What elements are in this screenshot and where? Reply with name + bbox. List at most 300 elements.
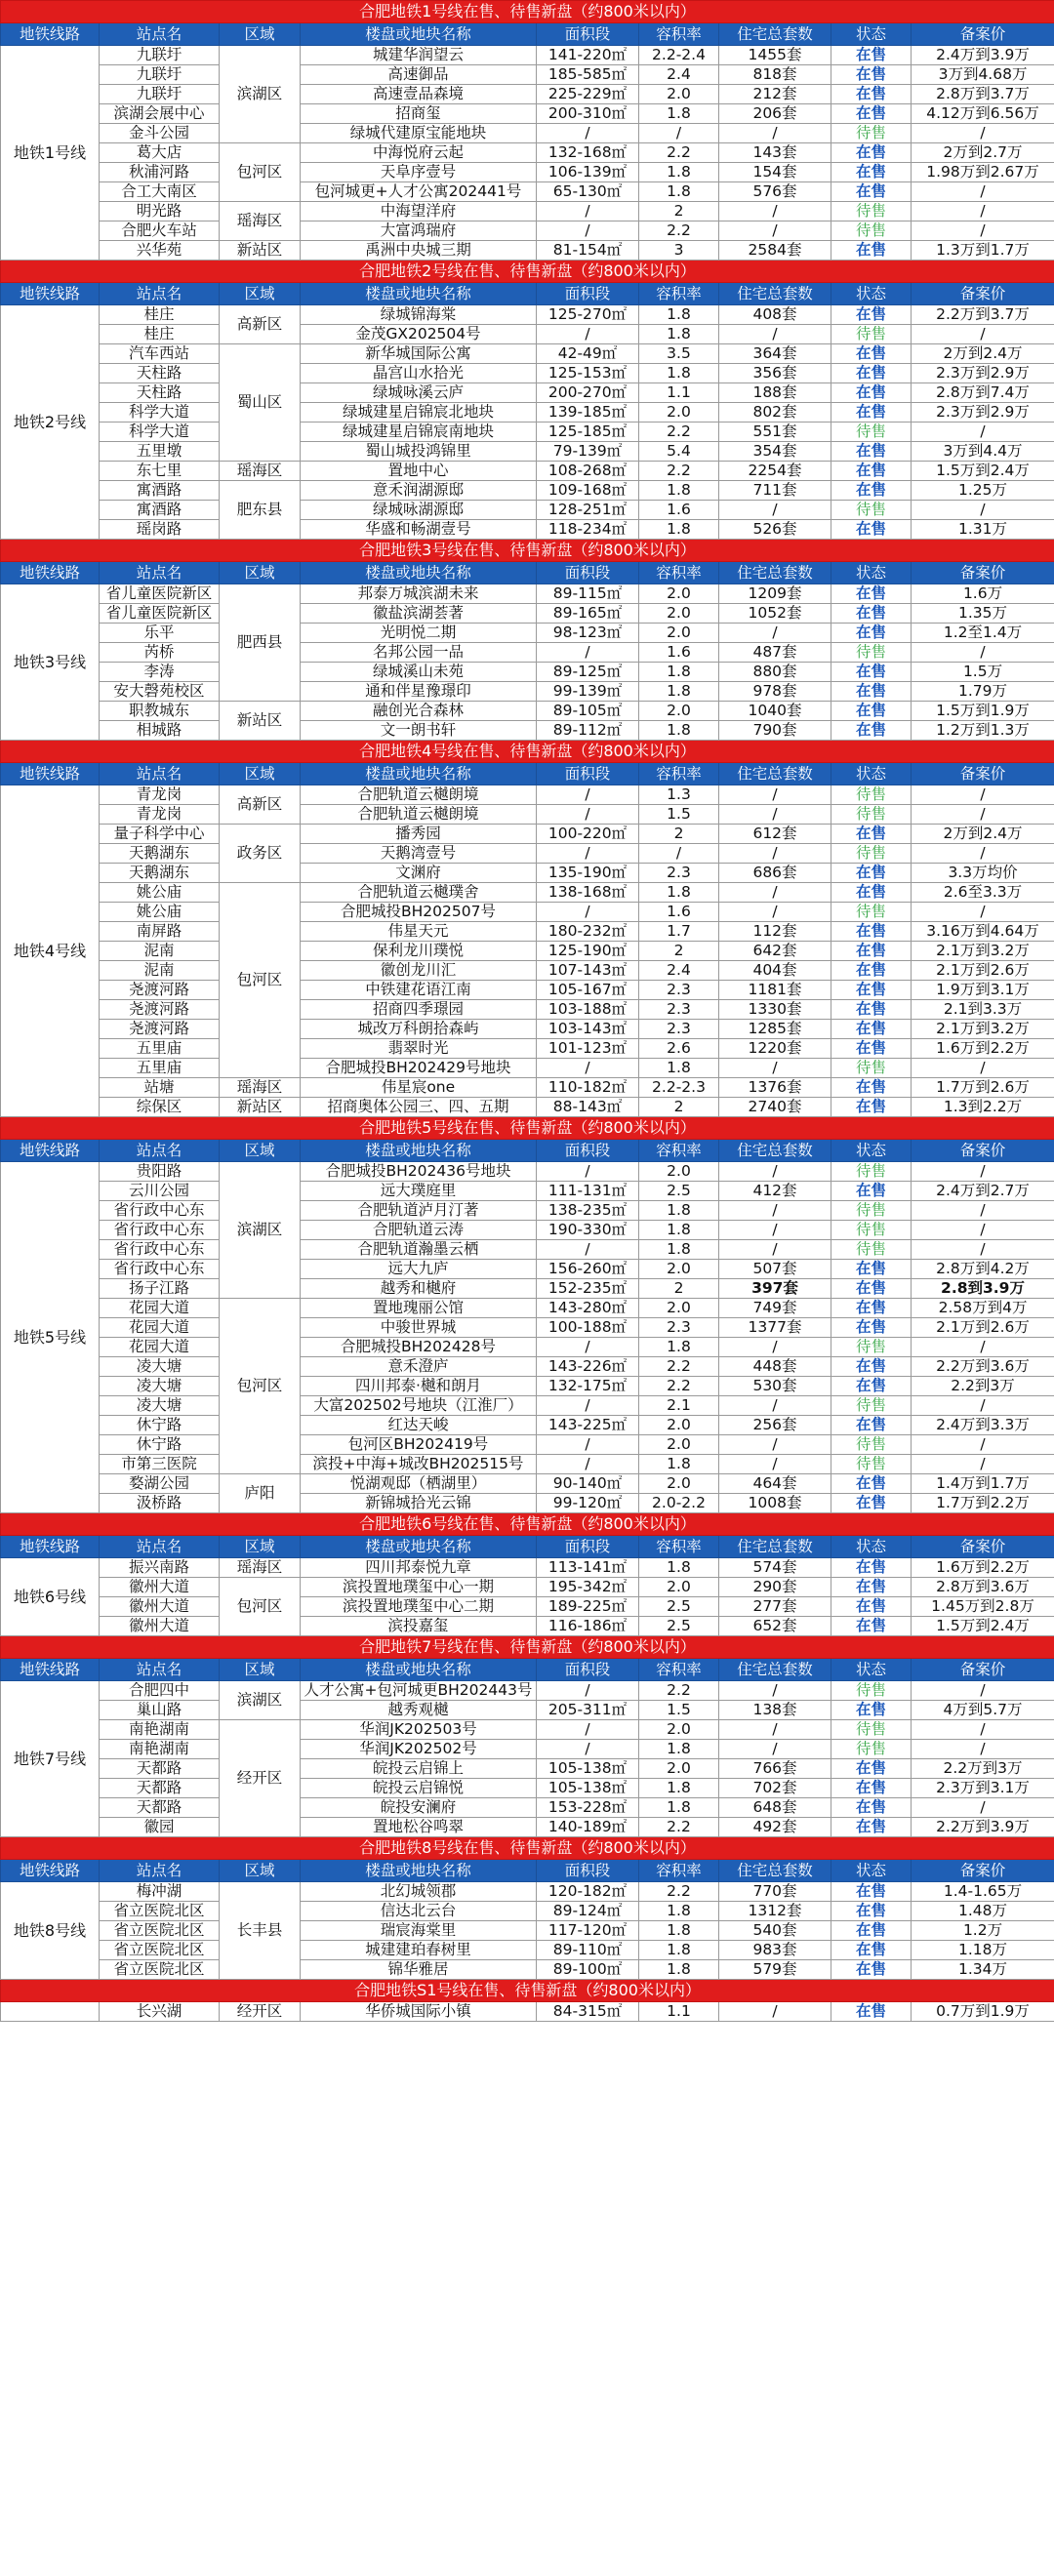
metro-line-cell: 地铁6号线 — [1, 1558, 100, 1636]
area-cell: 128-251㎡ — [537, 501, 639, 520]
price-cell: 1.2万到1.3万 — [912, 721, 1054, 741]
area-cell: / — [537, 202, 639, 221]
far-cell: 2.0 — [639, 584, 719, 604]
status-cell: 在售 — [831, 1260, 912, 1279]
header-district: 区域 — [220, 763, 301, 785]
units-cell: / — [719, 844, 831, 864]
header-price: 备案价 — [912, 1536, 1054, 1558]
station-cell: 秋浦河路 — [100, 163, 220, 182]
table-row — [1, 1318, 1054, 1338]
header-line: 地铁线路 — [1, 763, 100, 785]
header-status: 状态 — [831, 1536, 912, 1558]
units-cell: 579套 — [719, 1960, 831, 1980]
units-cell: 364套 — [719, 344, 831, 364]
status-cell: 在售 — [831, 1798, 912, 1818]
price-cell: 1.18万 — [912, 1941, 1054, 1960]
district-cell: 瑶海区 — [220, 1558, 301, 1578]
table-row — [1, 124, 1054, 143]
station-cell: 职教城东 — [100, 702, 220, 721]
station-cell: 金斗公园 — [100, 124, 220, 143]
header-far: 容积率 — [639, 763, 719, 785]
header-units: 住宅总套数 — [719, 763, 831, 785]
status-cell: 待售 — [831, 1720, 912, 1740]
header-units: 住宅总套数 — [719, 1860, 831, 1882]
project-cell: 意禾澄庐 — [301, 1357, 537, 1377]
area-cell: 89-125㎡ — [537, 663, 639, 682]
project-cell: 播秀园 — [301, 825, 537, 844]
project-cell: 远大九庐 — [301, 1260, 537, 1279]
table-row — [1, 1221, 1054, 1240]
district-cell: 高新区 — [220, 305, 301, 344]
station-cell: 滨湖会展中心 — [100, 104, 220, 124]
area-cell: 88-143㎡ — [537, 1098, 639, 1117]
price-cell: / — [912, 1240, 1054, 1260]
district-cell: 庐阳 — [220, 1474, 301, 1513]
table-row — [1, 825, 1054, 844]
far-cell: 1.6 — [639, 501, 719, 520]
price-cell: 1.31万 — [912, 520, 1054, 540]
header-row — [1, 1659, 1054, 1681]
area-cell: 185-585㎡ — [537, 65, 639, 85]
units-cell: 642套 — [719, 942, 831, 961]
far-cell: 2.5 — [639, 1182, 719, 1201]
area-cell: 200-270㎡ — [537, 383, 639, 403]
units-cell: / — [719, 221, 831, 241]
table-row — [1, 1435, 1054, 1455]
status-cell: 在售 — [831, 85, 912, 104]
price-cell: 1.3万到1.7万 — [912, 241, 1054, 261]
header-units: 住宅总套数 — [719, 1536, 831, 1558]
area-cell: 132-175㎡ — [537, 1377, 639, 1396]
district-cell: 新站区 — [220, 241, 301, 261]
project-cell: 招商奥体公园三、四、五期 — [301, 1098, 537, 1117]
status-cell: 待售 — [831, 423, 912, 442]
station-cell: 凌大塘 — [100, 1357, 220, 1377]
district-cell: 瑶海区 — [220, 462, 301, 481]
table-row — [1, 520, 1054, 540]
status-cell: 在售 — [831, 1039, 912, 1059]
district-cell: 瑶海区 — [220, 1078, 301, 1098]
header-line: 地铁线路 — [1, 1140, 100, 1162]
header-area: 面积段 — [537, 1140, 639, 1162]
price-cell: 2.2万到3.6万 — [912, 1357, 1054, 1377]
table-row — [1, 1779, 1054, 1798]
table-row — [1, 1474, 1054, 1494]
header-line: 地铁线路 — [1, 1659, 100, 1681]
far-cell: 1.8 — [639, 1558, 719, 1578]
units-cell: 702套 — [719, 1779, 831, 1798]
station-cell: 芮桥 — [100, 643, 220, 663]
price-cell: 1.5万到2.4万 — [912, 1617, 1054, 1636]
units-cell: 686套 — [719, 864, 831, 883]
status-cell: 在售 — [831, 1182, 912, 1201]
far-cell: 2.2 — [639, 423, 719, 442]
units-cell: 1312套 — [719, 1902, 831, 1921]
station-cell: 省儿童医院新区 — [100, 584, 220, 604]
price-cell: 2.1到3.3万 — [912, 1000, 1054, 1020]
district-cell: 瑶海区 — [220, 202, 301, 241]
price-cell: 2.4万到2.7万 — [912, 1182, 1054, 1201]
table-row — [1, 423, 1054, 442]
area-cell: 81-154㎡ — [537, 241, 639, 261]
status-cell: 在售 — [831, 1357, 912, 1377]
table-row — [1, 364, 1054, 383]
station-cell: 姚公庙 — [100, 883, 220, 903]
project-cell: 名邦公园一品 — [301, 643, 537, 663]
area-cell: 109-168㎡ — [537, 481, 639, 501]
units-cell: 448套 — [719, 1357, 831, 1377]
header-district: 区域 — [220, 1860, 301, 1882]
project-cell: 绿城建星启锦宸北地块 — [301, 403, 537, 423]
status-cell: 在售 — [831, 1318, 912, 1338]
price-cell: 2.8万到7.4万 — [912, 383, 1054, 403]
status-cell: 在售 — [831, 584, 912, 604]
area-cell: 125-185㎡ — [537, 423, 639, 442]
far-cell: 2 — [639, 202, 719, 221]
table-row — [1, 2002, 1054, 2022]
price-cell: 2.8万到3.7万 — [912, 85, 1054, 104]
table-row — [1, 462, 1054, 481]
project-cell: 绿城代建原宝能地块 — [301, 124, 537, 143]
table-row — [1, 403, 1054, 423]
table-row — [1, 383, 1054, 403]
far-cell: 2.0 — [639, 1474, 719, 1494]
project-cell: 悦湖观邸（栖湖里） — [301, 1474, 537, 1494]
station-cell: 合肥四中 — [100, 1681, 220, 1701]
project-cell: 翡翠时光 — [301, 1039, 537, 1059]
station-cell: 凌大塘 — [100, 1377, 220, 1396]
project-cell: 城改万科朗拾森屿 — [301, 1020, 537, 1039]
price-cell: 3.16万到4.64万 — [912, 922, 1054, 942]
area-cell: / — [537, 805, 639, 825]
units-cell: / — [719, 785, 831, 805]
units-cell: 551套 — [719, 423, 831, 442]
price-cell: 2.2万到3.7万 — [912, 305, 1054, 325]
district-cell: 包河区 — [220, 883, 301, 1078]
price-cell: 0.7万到1.9万 — [912, 2002, 1054, 2022]
station-cell: 姚公庙 — [100, 903, 220, 922]
far-cell: 2.0 — [639, 1299, 719, 1318]
station-cell: 站塘 — [100, 1078, 220, 1098]
price-cell: 2.8万到3.6万 — [912, 1578, 1054, 1597]
price-cell: / — [912, 1059, 1054, 1078]
area-cell: 139-185㎡ — [537, 403, 639, 423]
far-cell: 2.2 — [639, 462, 719, 481]
area-cell: 189-225㎡ — [537, 1597, 639, 1617]
units-cell: 766套 — [719, 1759, 831, 1779]
area-cell: 89-105㎡ — [537, 702, 639, 721]
station-cell: 桂庄 — [100, 305, 220, 325]
project-cell: 金茂GX202504号 — [301, 325, 537, 344]
table-row — [1, 981, 1054, 1000]
status-cell: 待售 — [831, 1059, 912, 1078]
table-row — [1, 325, 1054, 344]
status-cell: 在售 — [831, 1558, 912, 1578]
area-cell: / — [537, 124, 639, 143]
price-cell: 1.34万 — [912, 1960, 1054, 1980]
project-cell: 天鹅湾壹号 — [301, 844, 537, 864]
area-cell: 135-190㎡ — [537, 864, 639, 883]
status-cell: 在售 — [831, 305, 912, 325]
header-units: 住宅总套数 — [719, 283, 831, 305]
area-cell: / — [537, 1681, 639, 1701]
area-cell: 89-115㎡ — [537, 584, 639, 604]
table-row — [1, 1059, 1054, 1078]
price-cell: / — [912, 1681, 1054, 1701]
table-row — [1, 1818, 1054, 1837]
header-project: 楼盘或地块名称 — [301, 23, 537, 46]
project-cell: 中海悦府云起 — [301, 143, 537, 163]
area-cell: 103-143㎡ — [537, 1020, 639, 1039]
table-row — [1, 721, 1054, 741]
table-row — [1, 1357, 1054, 1377]
project-cell: 置地瑰丽公馆 — [301, 1299, 537, 1318]
area-cell: 90-140㎡ — [537, 1474, 639, 1494]
district-cell: 包河区 — [220, 1299, 301, 1474]
header-far: 容积率 — [639, 1860, 719, 1882]
price-cell: 1.6万 — [912, 584, 1054, 604]
station-cell: 尧渡河路 — [100, 981, 220, 1000]
far-cell: 2.3 — [639, 864, 719, 883]
far-cell: 2.1 — [639, 1396, 719, 1416]
area-cell: 195-342㎡ — [537, 1578, 639, 1597]
far-cell: 1.8 — [639, 364, 719, 383]
project-cell: 城建华润望云 — [301, 46, 537, 65]
price-cell: / — [912, 1162, 1054, 1182]
price-cell: / — [912, 844, 1054, 864]
status-cell: 在售 — [831, 1941, 912, 1960]
project-cell: 大富202502号地块（江淮厂） — [301, 1396, 537, 1416]
table-row — [1, 1162, 1054, 1182]
status-cell: 在售 — [831, 46, 912, 65]
project-cell: 招商四季璟园 — [301, 1000, 537, 1020]
far-cell: 1.8 — [639, 1960, 719, 1980]
project-cell: 天阜序壹号 — [301, 163, 537, 182]
header-station: 站点名 — [100, 283, 220, 305]
units-cell: 1377套 — [719, 1318, 831, 1338]
station-cell: 休宁路 — [100, 1435, 220, 1455]
status-cell: 在售 — [831, 1960, 912, 1980]
section-title-row — [1, 1636, 1054, 1659]
far-cell: 2.2 — [639, 143, 719, 163]
area-cell: 42-49㎡ — [537, 344, 639, 364]
far-cell: 1.8 — [639, 682, 719, 702]
project-cell: 蜀山城投鸿锦里 — [301, 442, 537, 462]
table-row — [1, 1078, 1054, 1098]
section-title-row — [1, 1117, 1054, 1140]
table-row — [1, 481, 1054, 501]
units-cell: / — [719, 624, 831, 643]
price-cell: / — [912, 805, 1054, 825]
header-station: 站点名 — [100, 1860, 220, 1882]
price-cell: 2万到2.4万 — [912, 344, 1054, 364]
status-cell: 在售 — [831, 624, 912, 643]
project-cell: 意禾润湖源邸 — [301, 481, 537, 501]
header-line: 地铁线路 — [1, 562, 100, 584]
header-row — [1, 23, 1054, 46]
units-cell: 212套 — [719, 85, 831, 104]
project-cell: 四川邦泰悦九章 — [301, 1558, 537, 1578]
header-row — [1, 1860, 1054, 1882]
station-cell: 兴华苑 — [100, 241, 220, 261]
area-cell: / — [537, 643, 639, 663]
area-cell: / — [537, 1240, 639, 1260]
price-cell: / — [912, 785, 1054, 805]
area-cell: 120-182㎡ — [537, 1882, 639, 1902]
table-row — [1, 702, 1054, 721]
header-station: 站点名 — [100, 562, 220, 584]
price-cell: / — [912, 1455, 1054, 1474]
table-row — [1, 442, 1054, 462]
table-row — [1, 1416, 1054, 1435]
station-cell: 青龙岗 — [100, 805, 220, 825]
table-row — [1, 305, 1054, 325]
units-cell: 188套 — [719, 383, 831, 403]
metro-line-cell: 地铁4号线 — [1, 785, 100, 1117]
status-cell: 在售 — [831, 702, 912, 721]
price-cell: / — [912, 1396, 1054, 1416]
status-cell: 在售 — [831, 1474, 912, 1494]
area-cell: 106-139㎡ — [537, 163, 639, 182]
header-price: 备案价 — [912, 562, 1054, 584]
area-cell: 205-311㎡ — [537, 1701, 639, 1720]
price-cell: 1.6万到2.2万 — [912, 1039, 1054, 1059]
table-row — [1, 1299, 1054, 1318]
district-cell: 政务区 — [220, 825, 301, 883]
project-cell: 中骏世界城 — [301, 1318, 537, 1338]
area-cell: 110-182㎡ — [537, 1078, 639, 1098]
far-cell: 2.2 — [639, 1882, 719, 1902]
units-cell: 574套 — [719, 1558, 831, 1578]
district-cell: 经开区 — [220, 2002, 301, 2022]
header-status: 状态 — [831, 1140, 912, 1162]
header-status: 状态 — [831, 1860, 912, 1882]
area-cell: 141-220㎡ — [537, 46, 639, 65]
section-title: 合肥地铁S1号线在售、待售新盘（约800米以内） — [1, 1980, 1054, 2002]
price-cell: / — [912, 1720, 1054, 1740]
table-row — [1, 844, 1054, 864]
project-cell: 中海望洋府 — [301, 202, 537, 221]
table-row — [1, 1000, 1054, 1020]
status-cell: 待售 — [831, 1435, 912, 1455]
units-cell: 612套 — [719, 825, 831, 844]
section-title-row — [1, 540, 1054, 562]
table-row — [1, 785, 1054, 805]
section-title-row — [1, 1513, 1054, 1536]
area-cell: 108-268㎡ — [537, 462, 639, 481]
far-cell: 1.1 — [639, 383, 719, 403]
far-cell: 1.8 — [639, 182, 719, 202]
header-district: 区域 — [220, 283, 301, 305]
header-area: 面积段 — [537, 562, 639, 584]
status-cell: 在售 — [831, 682, 912, 702]
status-cell: 在售 — [831, 1578, 912, 1597]
price-cell: 1.2至1.4万 — [912, 624, 1054, 643]
price-cell: / — [912, 202, 1054, 221]
units-cell: 880套 — [719, 663, 831, 682]
units-cell: 1376套 — [719, 1078, 831, 1098]
header-project: 楼盘或地块名称 — [301, 763, 537, 785]
status-cell: 在售 — [831, 922, 912, 942]
far-cell: / — [639, 844, 719, 864]
header-units: 住宅总套数 — [719, 23, 831, 46]
station-cell: 量子科学中心 — [100, 825, 220, 844]
status-cell: 待售 — [831, 643, 912, 663]
district-cell: 肥西县 — [220, 584, 301, 702]
far-cell: 2.2 — [639, 1818, 719, 1837]
price-cell: 1.5万到2.4万 — [912, 462, 1054, 481]
status-cell: 待售 — [831, 844, 912, 864]
area-cell: / — [537, 1396, 639, 1416]
project-cell: 锦华雅居 — [301, 1960, 537, 1980]
status-cell: 在售 — [831, 1279, 912, 1299]
table-row — [1, 1701, 1054, 1720]
table-row — [1, 1240, 1054, 1260]
price-cell: 3万到4.68万 — [912, 65, 1054, 85]
far-cell: 1.8 — [639, 1338, 719, 1357]
header-project: 楼盘或地块名称 — [301, 1140, 537, 1162]
area-cell: / — [537, 221, 639, 241]
status-cell: 在售 — [831, 520, 912, 540]
area-cell: / — [537, 1162, 639, 1182]
price-cell: / — [912, 501, 1054, 520]
section-title: 合肥地铁1号线在售、待售新盘（约800米以内） — [1, 1, 1054, 23]
table-row — [1, 663, 1054, 682]
status-cell: 在售 — [831, 942, 912, 961]
header-area: 面积段 — [537, 1536, 639, 1558]
project-cell: 合肥轨道云樾朗境 — [301, 785, 537, 805]
units-cell: 1008套 — [719, 1494, 831, 1513]
far-cell: 1.3 — [639, 785, 719, 805]
far-cell: 1.8 — [639, 1902, 719, 1921]
project-cell: 文一朗书轩 — [301, 721, 537, 741]
far-cell: 2.2-2.3 — [639, 1078, 719, 1098]
project-cell: 合肥城投BH202507号 — [301, 903, 537, 922]
table-row — [1, 942, 1054, 961]
project-cell: 城建建珀春树里 — [301, 1941, 537, 1960]
area-cell: 111-131㎡ — [537, 1182, 639, 1201]
station-cell: 梅冲湖 — [100, 1882, 220, 1902]
station-cell: 云川公园 — [100, 1182, 220, 1201]
far-cell: 2.6 — [639, 1039, 719, 1059]
table-row — [1, 1921, 1054, 1941]
units-cell: 256套 — [719, 1416, 831, 1435]
header-price: 备案价 — [912, 23, 1054, 46]
station-cell: 桂庄 — [100, 325, 220, 344]
price-cell: 1.3到2.2万 — [912, 1098, 1054, 1117]
header-line: 地铁线路 — [1, 283, 100, 305]
area-cell: 190-330㎡ — [537, 1221, 639, 1240]
units-cell: 464套 — [719, 1474, 831, 1494]
price-cell: 1.9万到3.1万 — [912, 981, 1054, 1000]
price-cell: 1.6万到2.2万 — [912, 1558, 1054, 1578]
status-cell: 待售 — [831, 202, 912, 221]
far-cell: 1.8 — [639, 883, 719, 903]
project-cell: 大富鸿瑞府 — [301, 221, 537, 241]
district-cell: 包河区 — [220, 143, 301, 202]
units-cell: 749套 — [719, 1299, 831, 1318]
header-far: 容积率 — [639, 23, 719, 46]
status-cell: 在售 — [831, 825, 912, 844]
header-line: 地铁线路 — [1, 23, 100, 46]
area-cell: 84-315㎡ — [537, 2002, 639, 2022]
table-row — [1, 805, 1054, 825]
area-cell: 132-168㎡ — [537, 143, 639, 163]
header-row — [1, 1140, 1054, 1162]
header-line: 地铁线路 — [1, 1536, 100, 1558]
price-cell: 1.98万到2.67万 — [912, 163, 1054, 182]
station-cell: 徽园 — [100, 1818, 220, 1837]
